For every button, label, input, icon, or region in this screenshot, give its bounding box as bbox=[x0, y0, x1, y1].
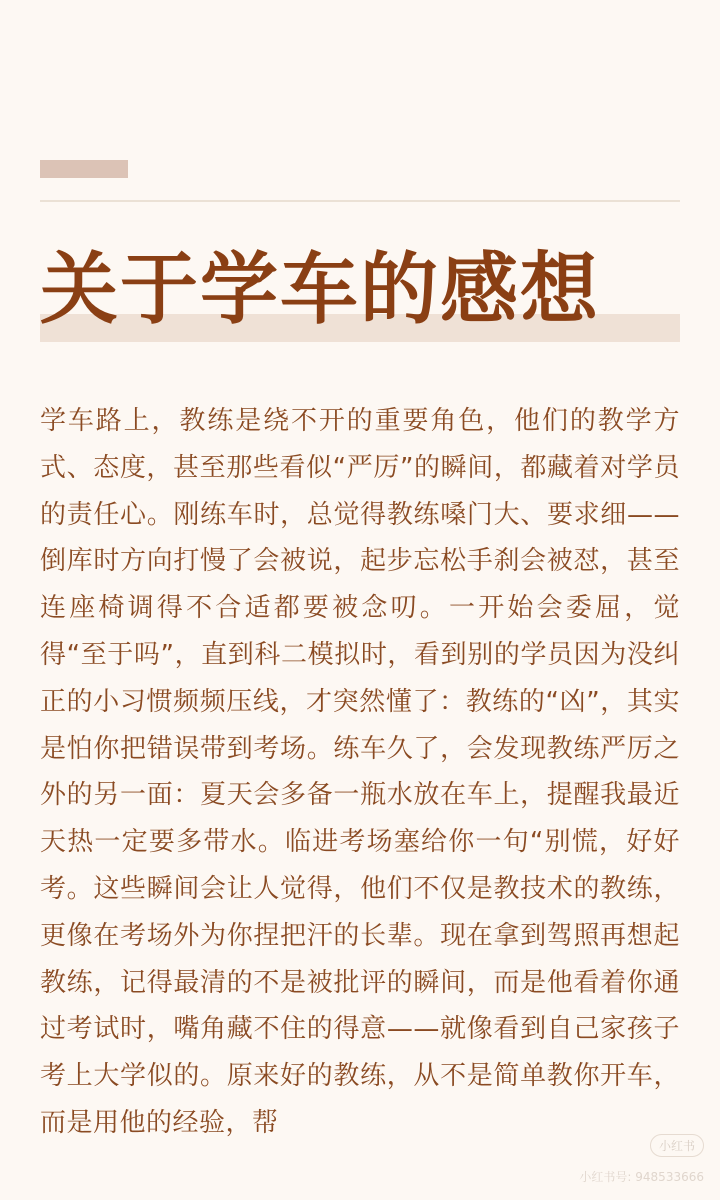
decorative-bar bbox=[40, 160, 128, 178]
page-title: 关于学车的感想 bbox=[40, 245, 601, 335]
watermark-id: 小红书号: 948533666 bbox=[579, 1170, 704, 1184]
article-body: 学车路上，教练是绕不开的重要角色，他们的教学方式、态度，甚至那些看似“严厉”的瞬间，都藏着对学员的责任心。刚练车时，总觉得教练嗓门大、要求细——倒库时方向打慢了会被说，起步忘松手刹会被怼，甚至连座椅调得不合适都要被念叨。一开始会委屈，觉得“至于吗”，直到科二模拟时，看到别的学员因为没纠正的小习惯频频压线，才突然懂了：教练的“凶”，其实是怕你把错误带到考场。练车久了，会发现教练严厉之外的另一面：夏天会多备一瓶水放在车上，提醒我最近天热一定要多带水。临进考场塞给你一句“别慌，好好考。这些瞬间会让人觉得，他们不仅是教技术的教练，更像在考场外为你捏把汗的长辈。现在拿到驾照再想起教练，记得最清的不是被批评的瞬间，而是他看着你通过考试时，嘴角藏不住的得意——就像看到自己家孩子考上大学似的。原来好的教练，从不是简单教你开车，而是用他的经验，帮 bbox=[40, 406, 680, 1138]
watermark-logo: 小红书 bbox=[650, 1134, 704, 1157]
divider-line bbox=[40, 200, 680, 202]
